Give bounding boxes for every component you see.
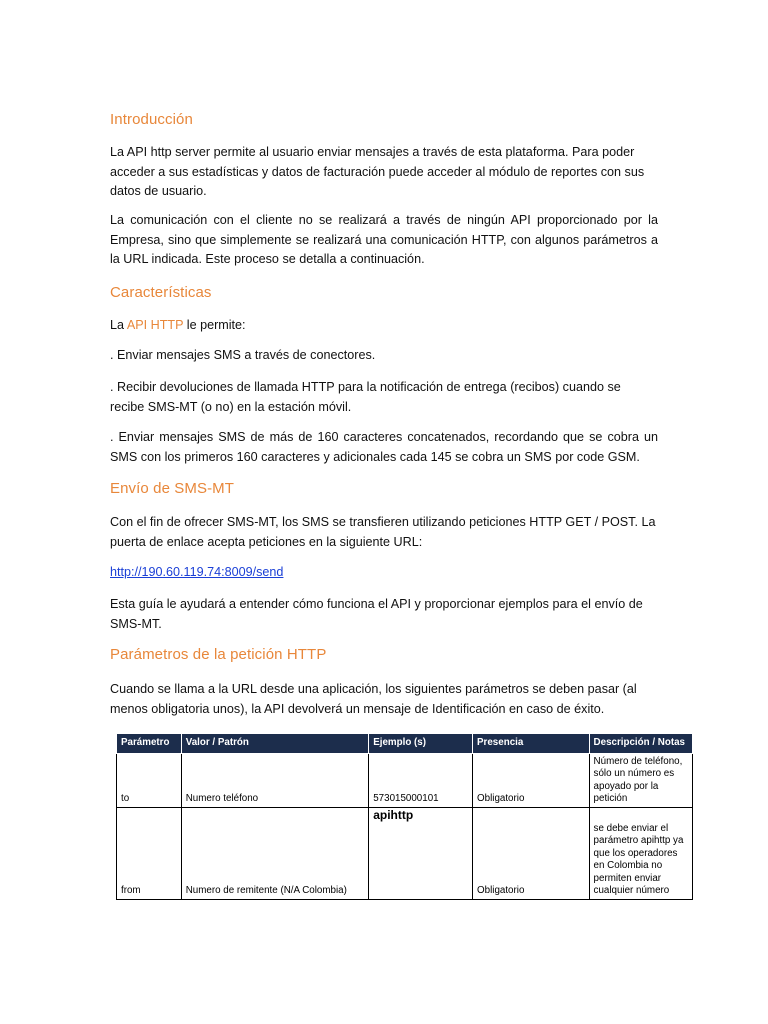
header-ejemplo: Ejemplo (s) [369,734,473,754]
feature-item-2: . Recibir devoluciones de llamada HTTP para la notificación de entrega (recibos) cuando se recibe SMS-MT (o no) en la estación móvil. [110,380,621,414]
header-presencia: Presencia [473,734,590,754]
feature-item-1: . Enviar mensajes SMS a través de conectores. [110,348,376,362]
cell-example [369,807,473,899]
cell-description: se debe enviar el parámetro apihttp ya que los operadores en Colombia no permiten enviar cualquier número [589,807,692,899]
cell-value: Numero teléfono [181,753,369,807]
table-row [117,807,693,899]
features-heading: Características [110,284,212,301]
params-heading: Parámetros de la petición HTTP [110,646,327,663]
parameters-table [116,733,693,900]
smsmt-paragraph-1: Con el fin de ofrecer SMS-MT, los SMS se transfieren utilizando peticiones HTTP GET / POST. La puerta de enlace acepta peticiones en la siguiente URL: [110,515,656,549]
cell-param: to [117,753,182,807]
features-lead [110,316,658,336]
params-paragraph: Cuando se llama a la URL desde una aplicación, los siguientes parámetros se deben pasar (al menos obligatoria unos), la API devolverá un mensaje de Identificación en caso de éxito. [110,682,637,716]
header-valor-patron: Valor / Patrón [181,734,369,754]
example-apihttp: apihttp [373,807,414,822]
smsmt-paragraph-2: Esta guía le ayudará a entender cómo funciona el API y proporcionar ejemplos para el envío de SMS-MT. [110,597,643,631]
feature-item-3: . Enviar mensajes SMS de más de 160 caracteres concatenados, recordando que se cobra un SMS con los primeros 160 caracteres y adicionales cada 145 se cobra un SMS por code GSM. [110,430,658,464]
header-descripcion: Descripción / Notas [589,734,692,754]
cell-value: Numero de remitente (N/A Colombia) [181,807,369,899]
cell-example: 573015000101 [369,753,473,807]
table-header-row [117,734,693,754]
features-lead-suffix: le permite: [183,318,246,332]
cell-presence: Obligatorio [473,753,590,807]
intro-heading: Introducción [110,111,193,128]
intro-paragraph-1: La API http server permite al usuario enviar mensajes a través de esta plataforma. Para poder acceder a sus estadísticas y datos de facturación puede acceder al módulo de reportes con sus datos de usuario. [110,145,645,198]
features-lead-prefix: La [110,318,127,332]
api-http-highlight: API HTTP [126,318,184,332]
smsmt-url-line [110,563,658,583]
smsmt-heading: Envío de SMS-MT [110,480,235,497]
send-url-link[interactable]: http://190.60.119.74:8009/send [110,565,284,579]
header-parametro: Parámetro [117,734,182,754]
table-row [117,753,693,807]
cell-param: from [117,807,182,899]
intro-paragraph-2: La comunicación con el cliente no se realizará a través de ningún API proporcionado por la Empresa, sino que simplemente se realizará una comunicación HTTP, con algunos parámetros a la URL indicada. Este proceso se detalla a continuación. [110,213,658,266]
cell-description: Número de teléfono, sólo un número es apoyado por la petición [589,753,692,807]
cell-presence: Obligatorio [473,807,590,899]
